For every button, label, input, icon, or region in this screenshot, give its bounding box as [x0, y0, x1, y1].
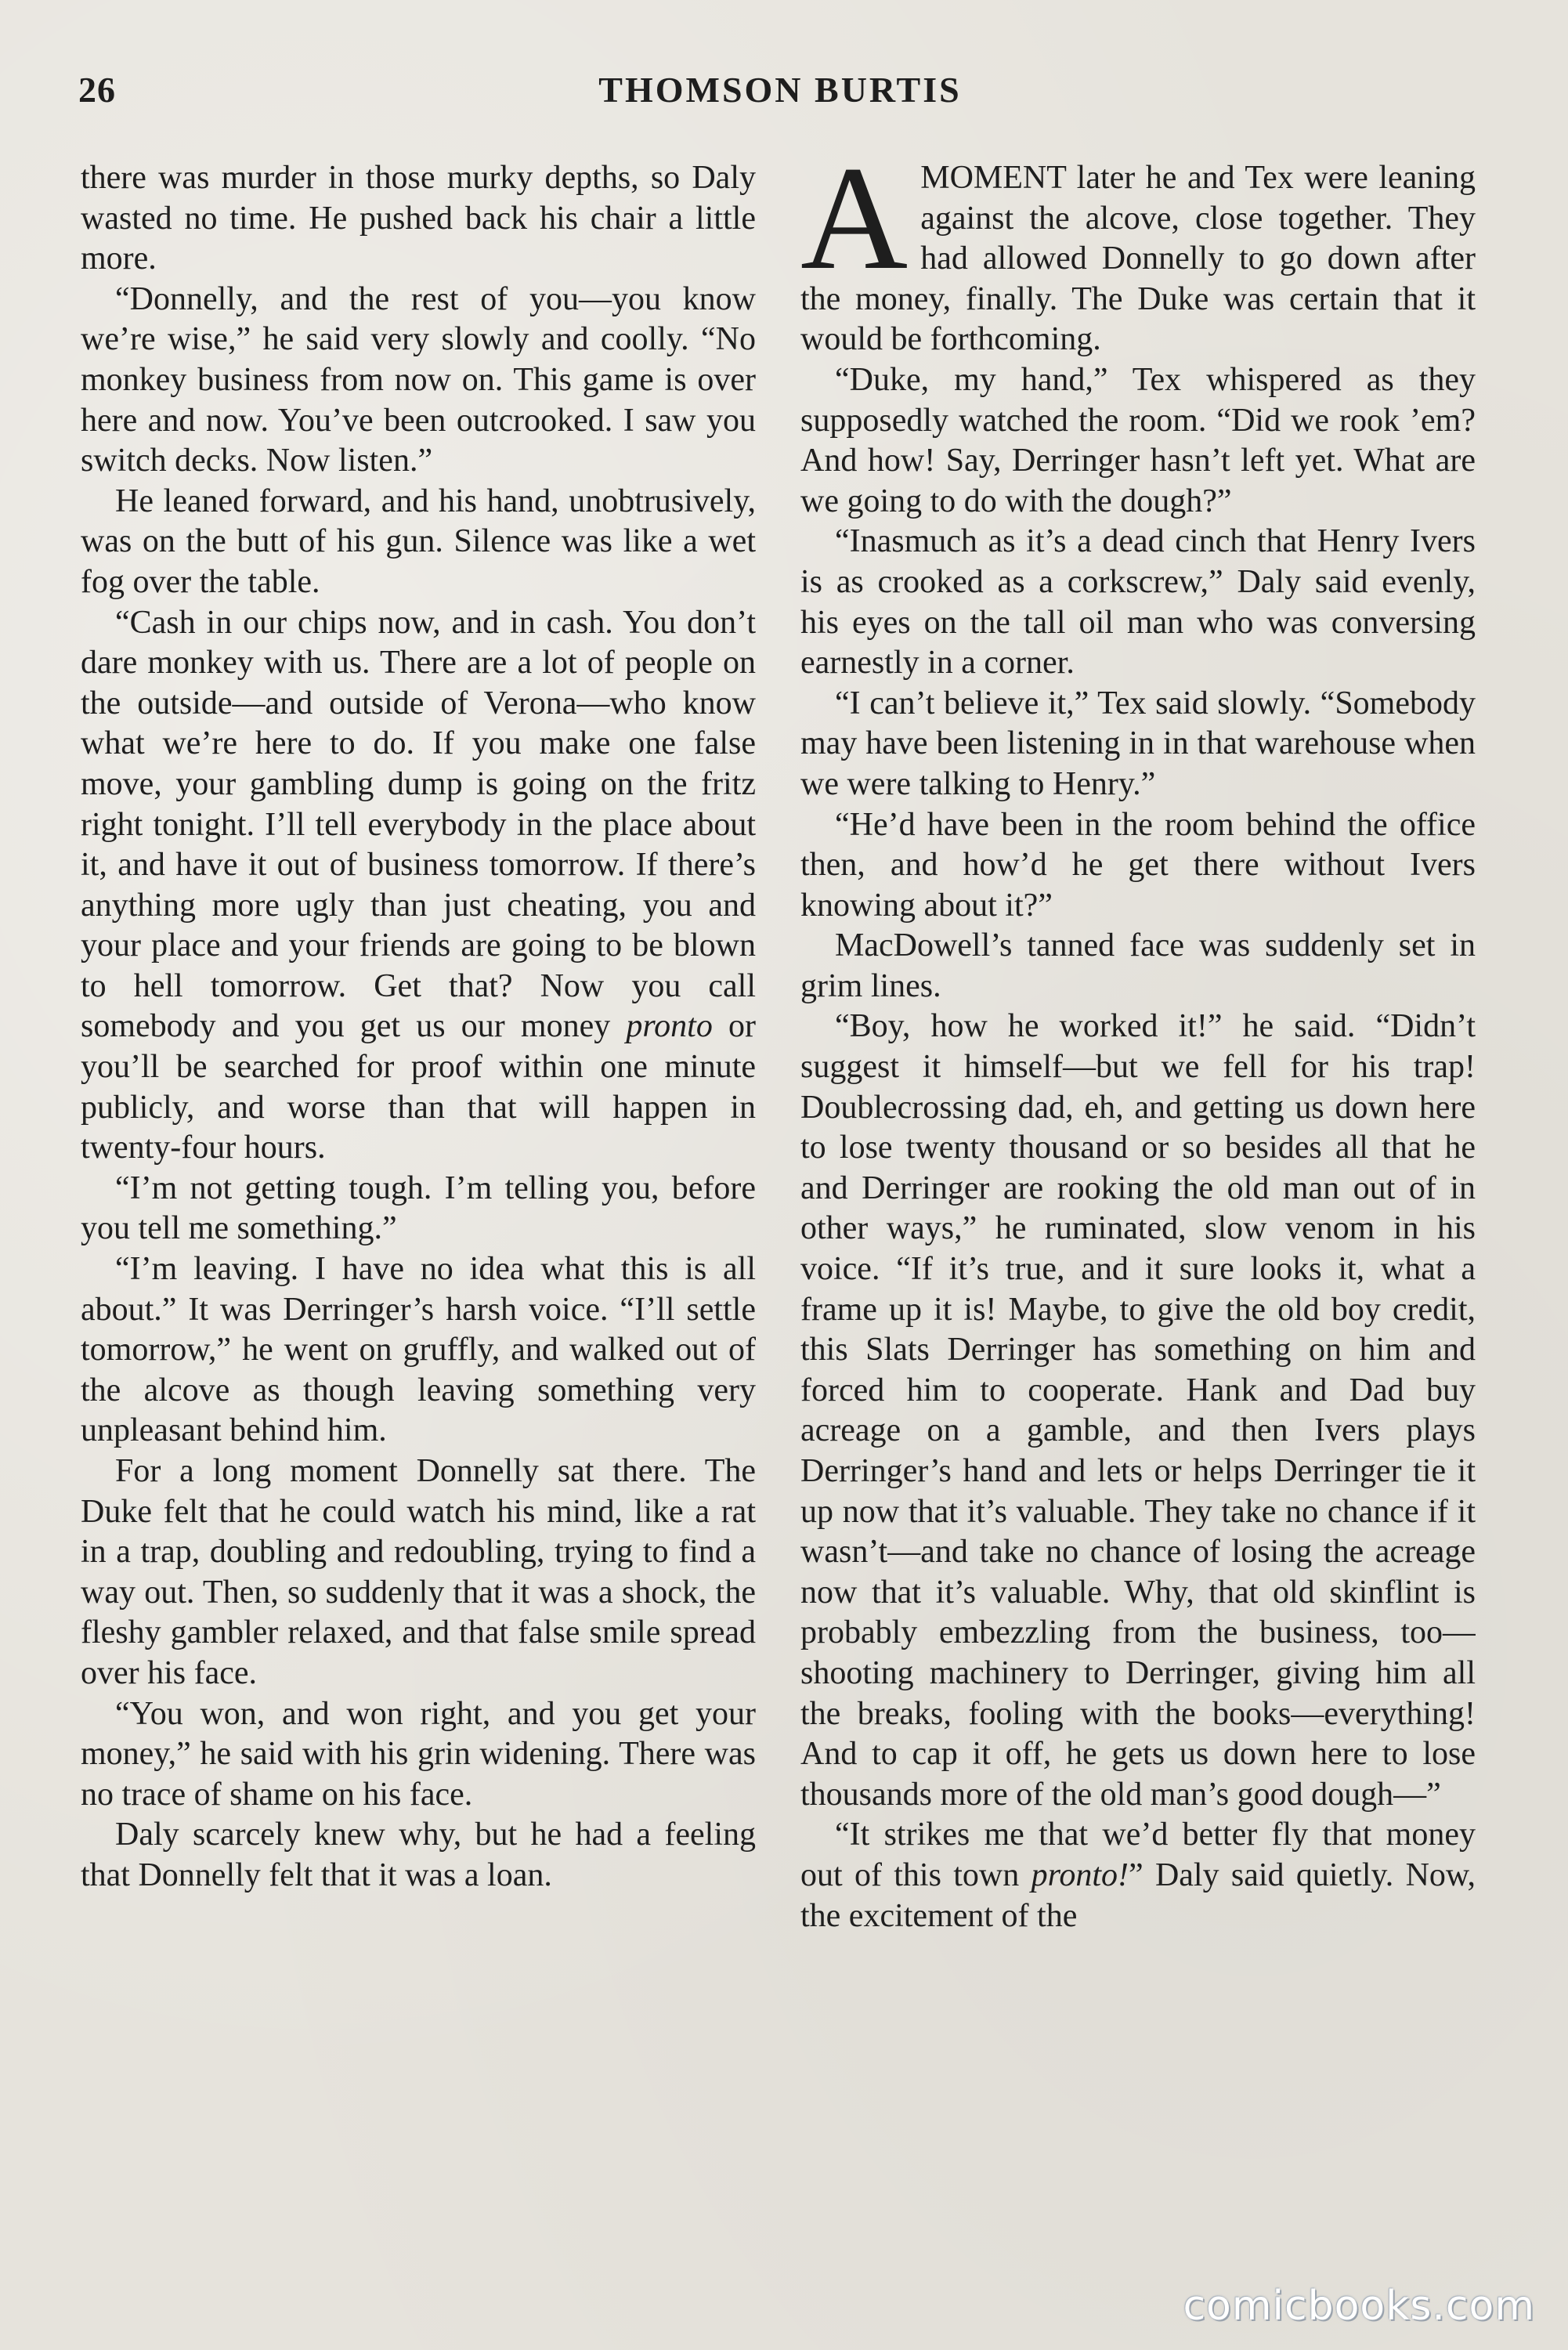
paragraph: “You won, and won right, and you get your money,” he said with his grin widening. There was no trace of shame on his face. — [81, 1695, 756, 1813]
paragraph: Daly scarcely knew why, but he had a feeling that Donnelly felt that it was a loan. — [81, 1817, 756, 1893]
paragraph-text: “Cash in our chips now, and in cash. You don’t dare monkey with us. There are a lot of people on the outside—and outside of Verona—who know what we’re here to do. If you make one false move, your gambling dump is going on the fritz right tonight. I’ll tell everybody in the place about it, and have it out of business tomorrow. If there’s anything more ugly than just cheating, you and your place and your friends are going to be blown to hell tomorrow. Get that? Now you call somebody and you get us our money — [81, 604, 756, 1045]
drop-cap: A — [800, 158, 909, 301]
right-column — [800, 158, 1476, 2273]
paragraph: “He’d have been in the room behind the office then, and how’d he get there without Ivers knowing about it?” — [800, 806, 1476, 924]
running-head-author: THOMSON BURTIS — [598, 70, 962, 110]
paragraph: “Duke, my hand,” Tex whispered as they supposedly watched the room. “Did we rook ’em? And how! Say, Derringer hasn’t left yet. What are we going to do with the dough?” — [800, 361, 1476, 519]
paragraph: He leaned forward, and his hand, unobtrusively, was on the butt of his gun. Silence was like a wet fog over the table. — [81, 483, 756, 600]
watermark-logo: comicbooks.com — [1183, 2283, 1535, 2330]
paragraph: “I can’t believe it,” Tex said slowly. “Somebody may have been listening in in that warehouse when we were talking to Henry.” — [800, 685, 1476, 802]
paragraph: “I’m not getting tough. I’m telling you, before you tell me something.” — [81, 1170, 756, 1247]
page-number: 26 — [78, 70, 116, 110]
paragraph: For a long moment Donnelly sat there. The Duke felt that he could watch his mind, like a rat in a trap, doubling and redoubling, trying to find a way out. Then, so suddenly that it was a shock, the fleshy gambler relaxed, and that false smile spread over his face. — [81, 1453, 756, 1691]
paragraph: there was murder in those murky depths, so Daly wasted no time. He pushed back his chair a little more. — [81, 160, 756, 277]
italic-word: pronto! — [1031, 1856, 1129, 1893]
paragraph — [800, 1815, 1476, 1936]
section-opening-paragraph — [800, 158, 1476, 360]
paragraph-text: MOMENT later he and Tex were leaning against the alcove, close together. They had allowed Donnelly to go down after the money, finally. The Duke was certain that it would be forthcoming. — [800, 160, 1476, 358]
page-header — [78, 69, 1482, 116]
paragraph: “Boy, how he worked it!” he said. “Didn’t suggest it himself—but we fell for his trap! Doublecrossing dad, eh, and getting us down here to lose twenty thousand or so besides all that he and Derringer are rooking the old man out of in other ways,” he ruminated, slow venom in his voice. “If it’s true, and it sure looks it, what a frame up it is! Maybe, to give the old boy credit, this Slats Derringer has something on him and forced him to cooperate. Hank and Dad buy acreage on a gamble, and then Ivers plays Derringer’s hand and lets or helps Derringer tie it up now that it’s valuable. They take no chance if it wasn’t—and take no chance of losing the acreage now that it’s valuable. Why, that old skinflint is probably embezzling from the business, too—shooting machinery to Derringer, giving him all the breaks, fooling with the books—everything! And to cap it off, he gets us down here to lose thousands more of the old man’s good dough—” — [800, 1008, 1476, 1813]
paragraph-text: “It strikes me that we’d better fly that money out of this town — [800, 1817, 1476, 1893]
paragraph: “Inasmuch as it’s a dead cinch that Henry Ivers is as crooked as a corkscrew,” Daly said evenly, his eyes on the tall oil man who was conversing earnestly in a corner. — [800, 523, 1476, 682]
italic-word: pronto — [626, 1008, 713, 1045]
left-column — [81, 158, 756, 2273]
paragraph — [81, 603, 756, 1169]
paragraph-text: ” Daly said quietly. Now, the excitement of the — [800, 1856, 1476, 1934]
paragraph: “I’m leaving. I have no idea what this is all about.” It was Derringer’s harsh voice. “I’ll settle tomorrow,” he went on gruffly, and walked out of the alcove as though leaving something very unpleasant behind him. — [81, 1251, 756, 1449]
paragraph: “Donnelly, and the rest of you—you know we’re wise,” he said very slowly and coolly. “No monkey business from now on. This game is over here and now. You’ve been outcrooked. I saw you switch decks. Now listen.” — [81, 280, 756, 479]
paragraph: MacDowell’s tanned face was suddenly set in grim lines. — [800, 927, 1476, 1004]
paragraph-text: or you’ll be searched for proof within one minute publicly, and worse than that will happen in twenty-four hours. — [81, 1008, 756, 1166]
